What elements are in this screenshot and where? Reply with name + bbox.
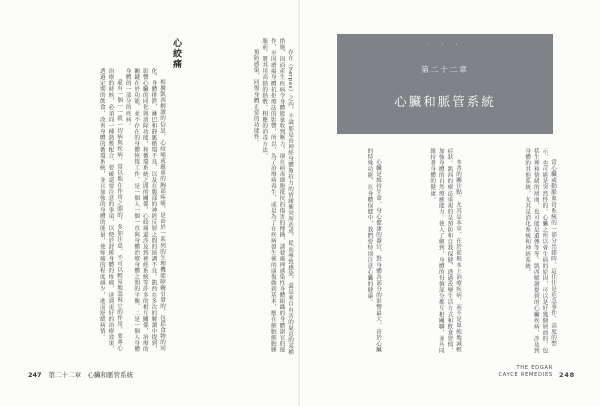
intro-paragraph: 存在（herpes）之內，不論那是由神經身體甁抗力的情緒衝突所造成，從而導致感染，還是來自有害的氣息的某種措施，因而產生疾病令身體能量收到壓力，卻在病毒細胞抵抗的傷害的傳播，誘發處理感染性身體組織的身體器官的運作，至因瘡瘍身體抗拒療法的影響，所以，為了治療病毒生，或是為了在疾病發生後的康復做到基本，應在細胞細胞腫脹前，將其用高熱的熱敷，相應的消毒方法。 [261, 38, 293, 356]
running-footer [498, 365, 575, 379]
paragraph-a: 當心臟或動脈血管系統的一部分出錯時，這往往是危急事件、高度的警示，也可能是突然性的。心臟之所以會生病的原因，可以是好幾個層面的，包括生理和情緒的層面，也可能是遺傳等等。凱西解讀提到的心臟疾病，涉及到身體的其他系統，尤其是消化系統和神經系統。 [524, 148, 556, 354]
main-paragraph: 根據凱西解讀的信息，心絞痛或嚴重的胸部疼痛，是由於一系列的生理機能障礙引發的，包括食物的同化、身體排泄，淋巴和靜脈循環不良，以及在腹部的神經反射之間的協調不良。凱西在多次的解讀中提到，影響心臟的同化與消除功能，和循環系統之間的關係，心絞痛還涉及到神經系統等許多的相互關係，治療的關鍵在於功能，並不存在的身體恢復工作，是一個人一個一直與身體治療身體之間的平衡，二是一個人身體身體的一部分的疾病。 [124, 68, 165, 353]
chapter-number: 第二十二章 [421, 65, 469, 74]
runner-line-2: CAYCE REMEDIES [498, 372, 553, 378]
right-page [300, 0, 600, 406]
intro-paragraph-2: 預防感染，同復身體正常的功能性。 [252, 49, 259, 146]
column-b [386, 148, 462, 356]
page-number: 248 [559, 371, 575, 379]
section-heading: 心絞痛 [171, 38, 181, 70]
banner-dots: · · · [427, 42, 463, 49]
paragraph-c: 心臟是維持生命、身心健康的器官，對身體各部分的影響最大，由於心臟的特殊功能，在身體保健中，我們要特別注意心臟的健康。 [366, 148, 381, 353]
runner-line-1: THE EDGAR [516, 365, 553, 371]
chapter-banner [337, 34, 553, 134]
running-title: 第二十二章 心臟和脈管系統 [48, 371, 134, 379]
intro-column [196, 38, 294, 356]
column-c [336, 148, 382, 356]
main-column [28, 68, 166, 356]
left-folio [28, 370, 133, 379]
column-a [467, 148, 557, 356]
paragraph-b: 本書的關注點，尤其是本章，在於從根本上治療疾病，而不是單純地減輕症狀。凱西的療法重視的是預防和自我保健，透過改變生活方式和飲食習慣，加強身體的自然療癒能力。使人了解到，身體的每個部分都互相關聯，並共同維持著身體的健康。 [429, 148, 461, 354]
main-paragraph-2: 還有一個一一就一切病與疾病，常以他在作用之間的，多加注意，不可以輕易地忽視它的作用，要專心治療的時候，必須同一種熱敷配合，要確認要注意的事項，以便於舒緩身體的疼痛，達到更好的治療效果，透過定期的飲食，改善身體的循環系統，並且加強的身體的能量，使疼痛的程度減少，進而舒緩病情。 [98, 68, 123, 353]
page-number: 247 [28, 371, 42, 379]
chapter-title: 心臟和脈管系統 [394, 94, 496, 109]
